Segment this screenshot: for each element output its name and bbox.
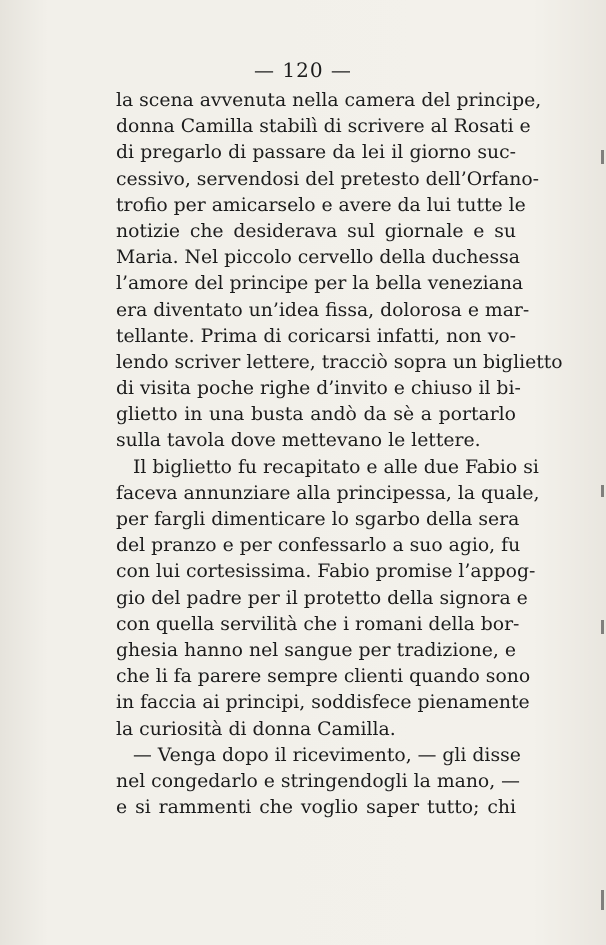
text-line: glietto in una busta andò da sè a portarlo (116, 404, 516, 426)
text-line: con lui cortesissima. Fabio promise l’appog- (116, 561, 536, 583)
text-line: tellante. Prima di coricarsi infatti, non vo- (116, 325, 516, 347)
text-line: l’amore del principe per la bella veneziana (116, 273, 524, 295)
text-line: donna Camilla stabilì di scrivere al Rosati e (116, 116, 531, 138)
page-edge-mark (601, 890, 604, 910)
text-line: la curiosità di donna Camilla. (116, 718, 396, 740)
text-line: di pregarlo di passare da lei il giorno suc- (116, 142, 516, 164)
text-line: Maria. Nel piccolo cervello della duchessa (116, 247, 520, 269)
text-line: la scena avvenuta nella camera del principe, (116, 90, 542, 111)
text-line: era diventato un’idea fissa, dolorosa e mar- (116, 299, 530, 321)
page-edge-mark (601, 150, 604, 164)
text-line: in faccia ai principi, soddisfece pienamente (116, 692, 530, 714)
text-line: di visita poche righe d’invito e chiuso il bi- (116, 378, 521, 400)
text-line: — Venga dopo il ricevimento, — gli disse (133, 744, 521, 766)
body-text (116, 88, 563, 821)
page-edge-mark (601, 620, 604, 634)
text-line: faceva annunziare alla principessa, la quale, (116, 482, 540, 504)
text-line: lendo scriver lettere, tracciò sopra un biglietto (116, 351, 563, 373)
page-edge-mark (601, 485, 604, 497)
text-line: cessivo, servendosi del pretesto dell’Orfano- (116, 168, 540, 190)
text-line: che li fa parere sempre clienti quando sono (116, 666, 531, 688)
text-line: Il biglietto fu recapitato e alle due Fabio si (133, 456, 539, 478)
text-line: del pranzo e per confessarlo a suo agio, fu (116, 535, 521, 557)
page-number: — 120 — (254, 58, 352, 82)
text-line: trofio per amicarselo e avere da lui tutte le (116, 194, 526, 216)
text-line: per fargli dimenticare lo sgarbo della sera (116, 509, 520, 530)
text-line: con quella servilità che i romani della bor- (116, 613, 520, 635)
text-line: notizie che desiderava sul giornale e su (116, 220, 516, 242)
text-line: ghesia hanno nel sangue per tradizione, e (116, 639, 516, 661)
text-line: nel congedarlo e stringendogli la mano, — (116, 770, 520, 792)
text-line: gio del padre per il protetto della signora e (116, 587, 528, 609)
text-line: sulla tavola dove mettevano le lettere. (116, 430, 481, 452)
text-line: e si rammenti che voglio saper tutto; chi (116, 797, 516, 819)
